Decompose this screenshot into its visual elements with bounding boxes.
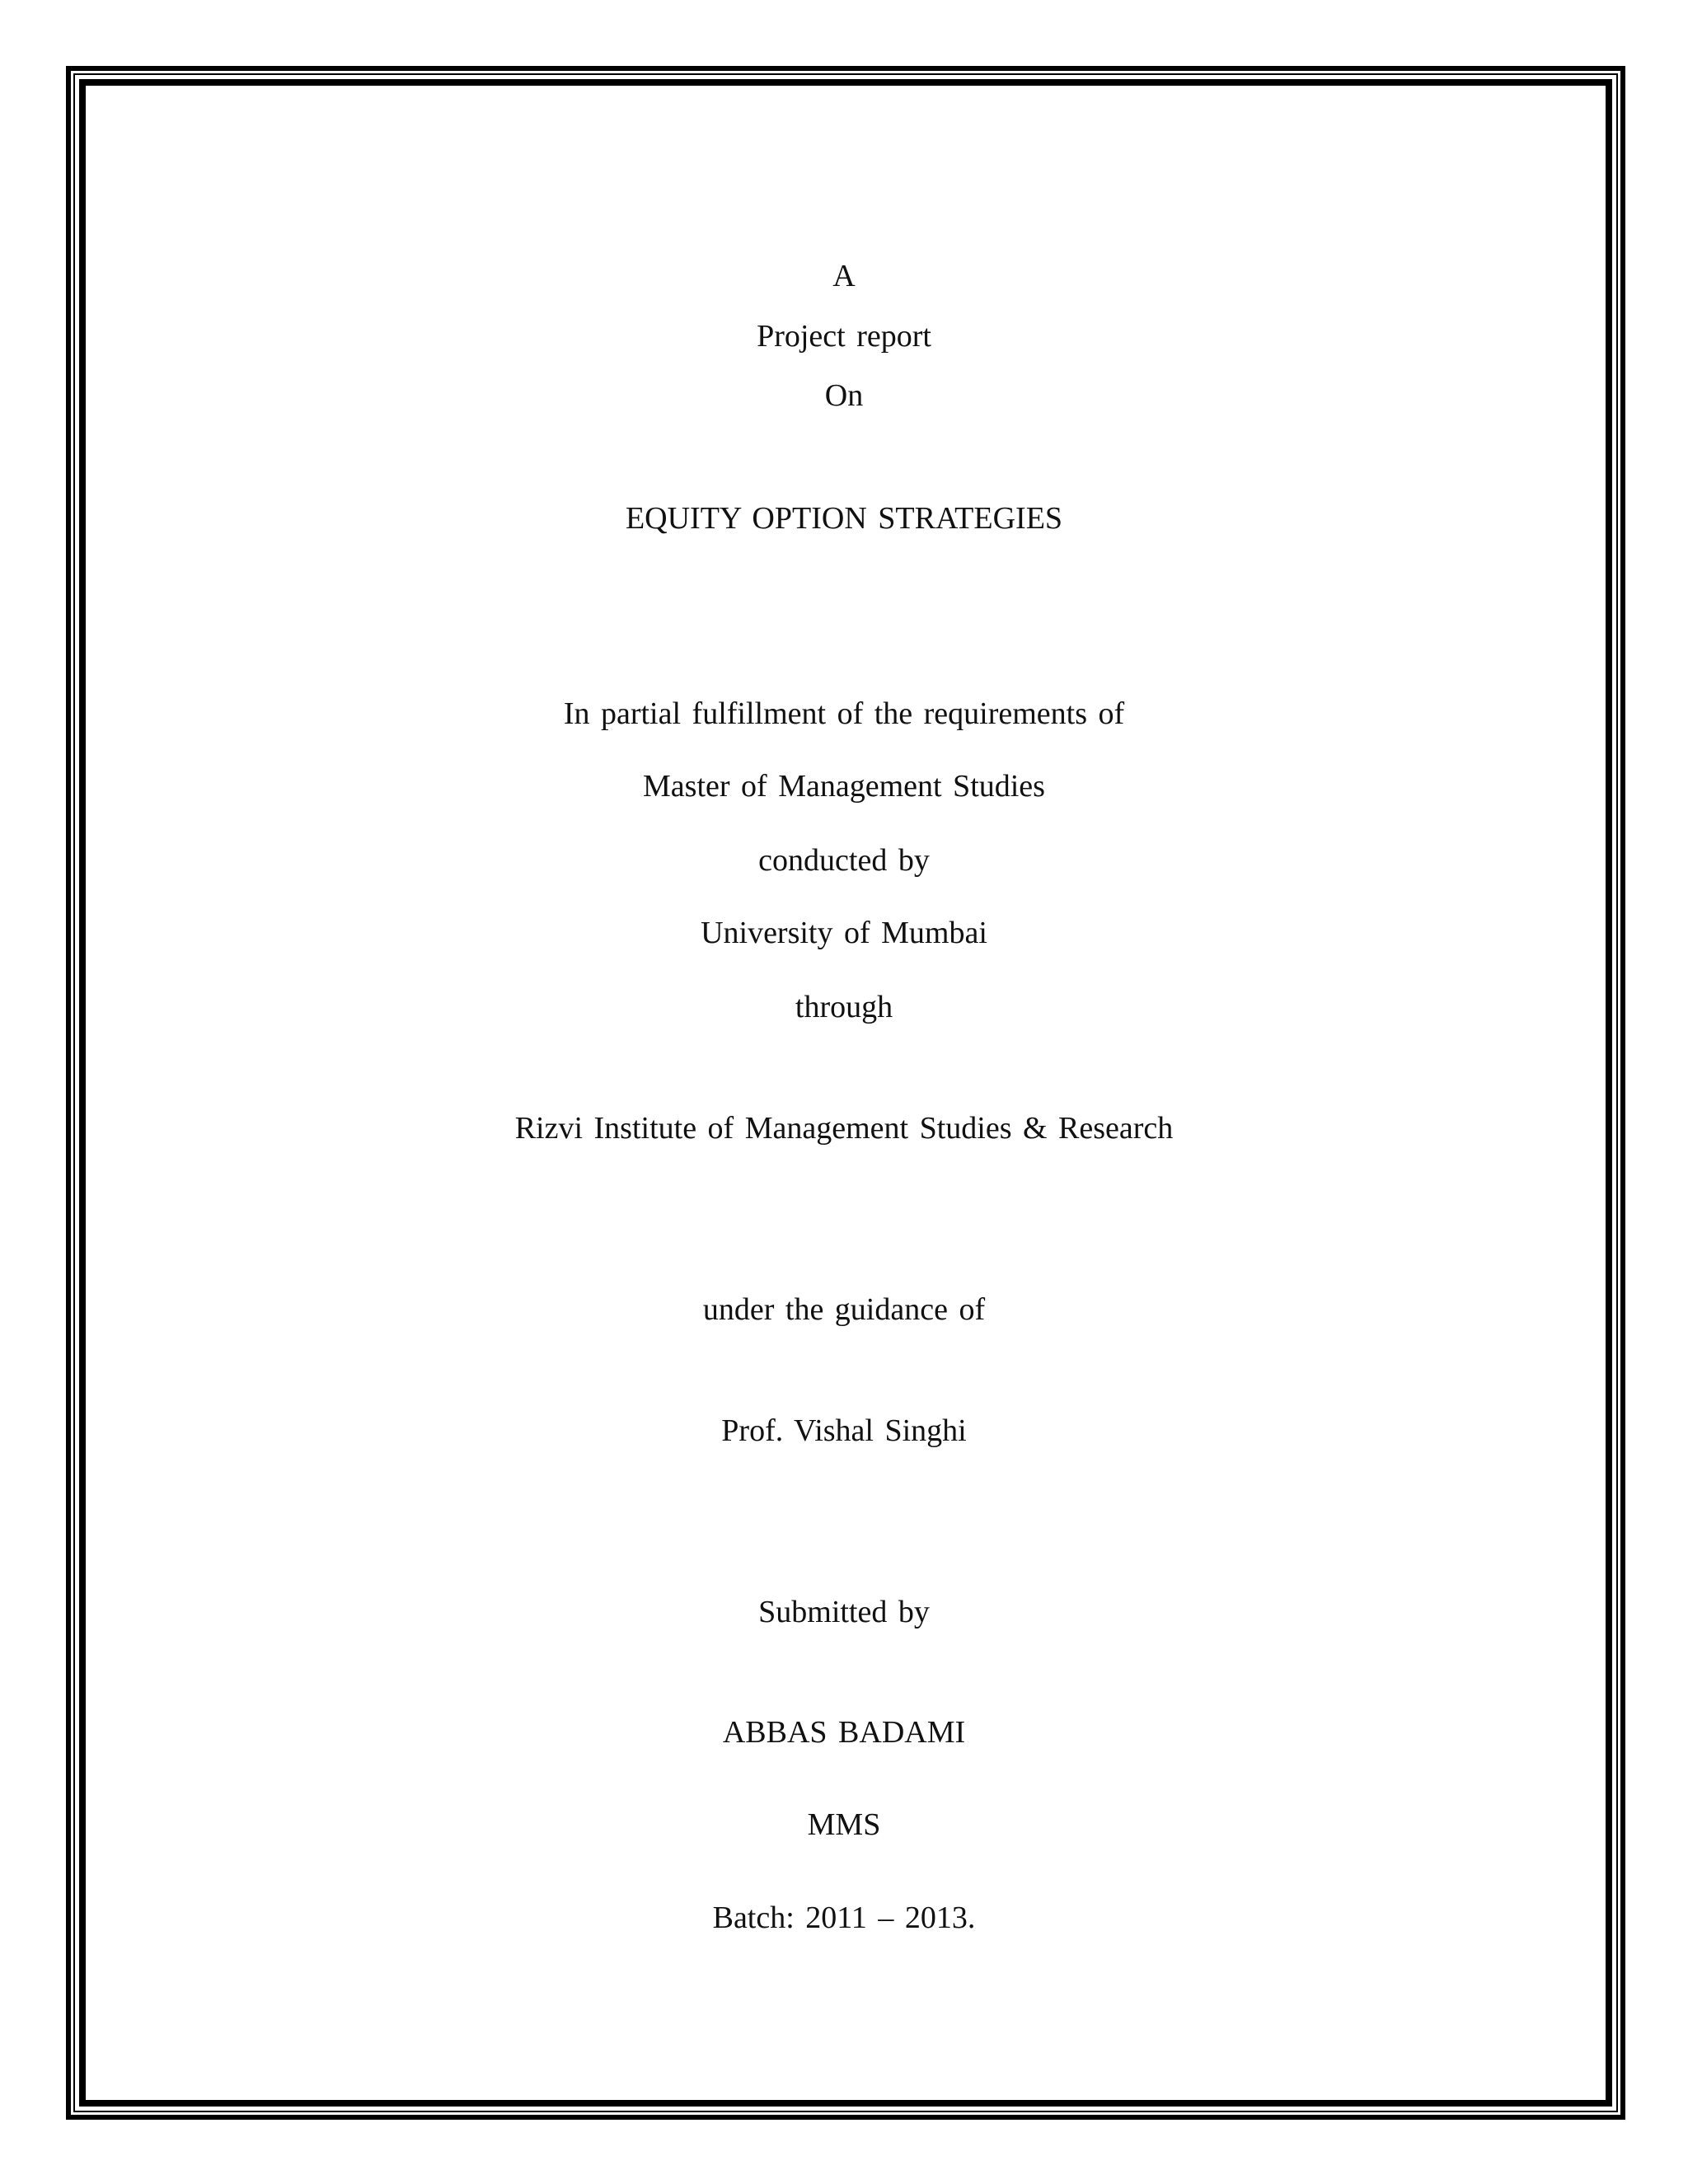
conducted-by-label: conducted by xyxy=(758,843,930,878)
program-name: MMS xyxy=(807,1807,881,1842)
institute-name: Rizvi Institute of Management Studies & Research xyxy=(514,1111,1174,1146)
through-label: through xyxy=(795,990,893,1024)
student-name: ABBAS BADAMI xyxy=(722,1715,966,1750)
university-name: University of Mumbai xyxy=(701,916,987,950)
degree-name: Master of Management Studies xyxy=(643,769,1045,804)
report-title: EQUITY OPTION STRATEGIES xyxy=(625,501,1063,536)
guidance-label: under the guidance of xyxy=(702,1292,986,1327)
cover-line-project-report: Project report xyxy=(757,319,931,354)
submitted-by-label: Submitted by xyxy=(758,1595,930,1629)
guide-name: Prof. Vishal Singhi xyxy=(721,1413,967,1448)
batch-years: Batch: 2011 – 2013. xyxy=(712,1900,976,1935)
cover-line-on: On xyxy=(824,378,864,413)
purpose-statement: In partial fulfillment of the requirements of xyxy=(563,696,1125,731)
cover-line-a: A xyxy=(832,259,856,293)
